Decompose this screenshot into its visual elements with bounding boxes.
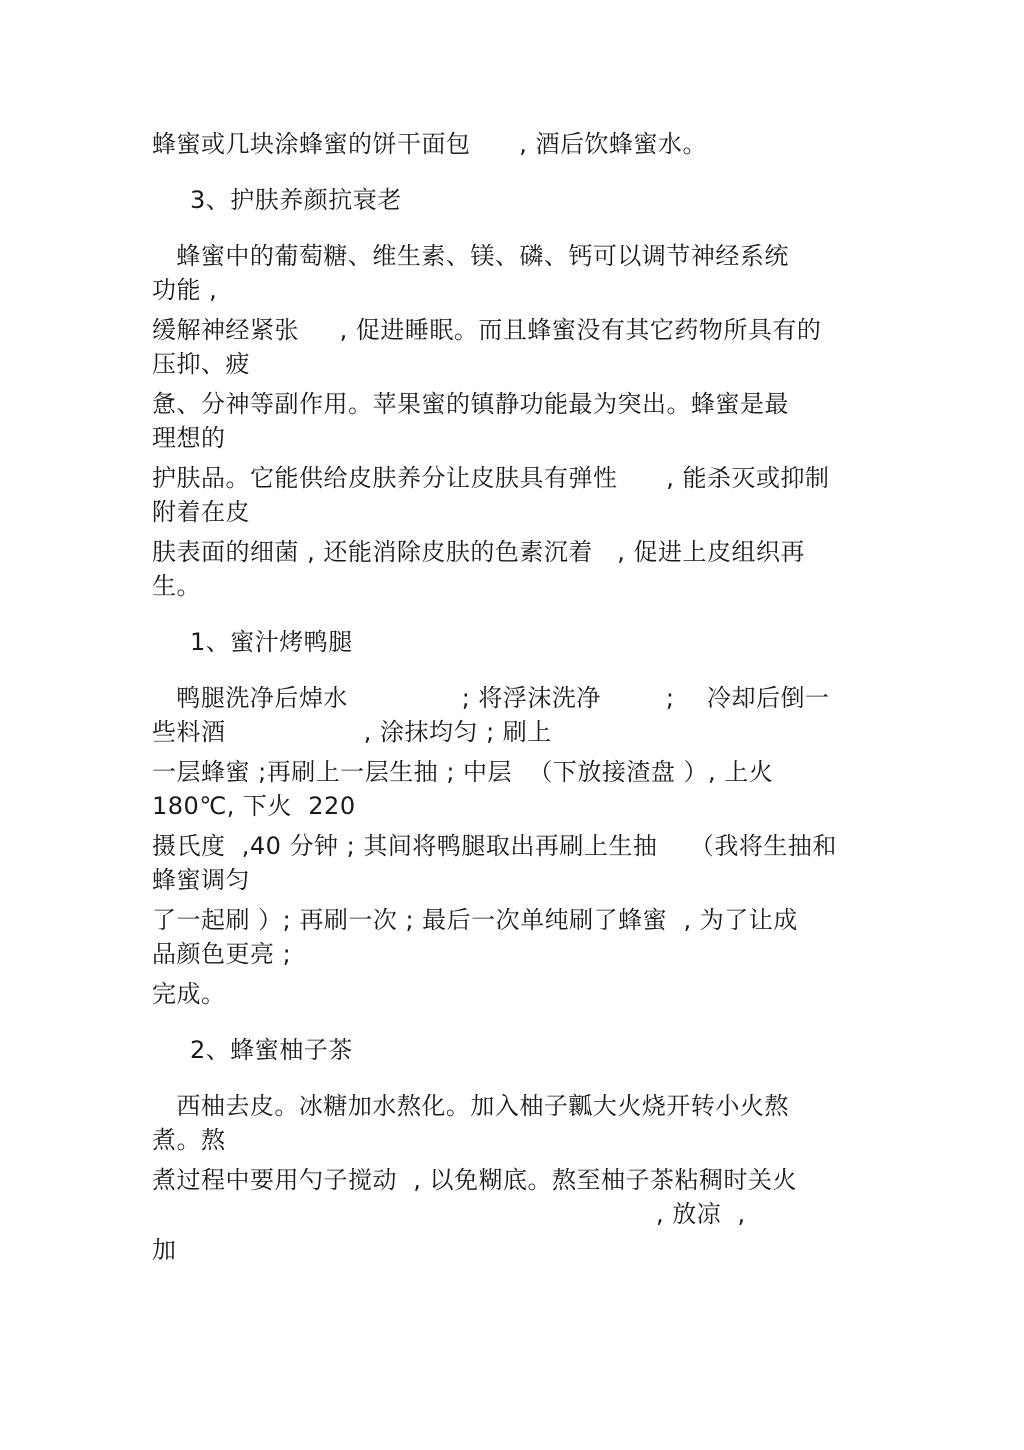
paragraph-line: 肤表面的细菌 , 还能消除皮肤的色素沉着 , 促进上皮组织再 [152,538,806,566]
text-line: 蜂蜜或几块涂蜂蜜的饼干面包 , 酒后饮蜂蜜水。 [152,130,708,158]
paragraph-line: 惫、分神等副作用。苹果蜜的镇静功能最为突出。蜂蜜是最 [152,390,789,418]
section-heading: 3、护肤养颜抗衰老 [190,186,402,214]
paragraph-line: 一层蜂蜜 ;再刷上一层生抽 ; 中层 （下放接渣盘 ）, 上火 [152,758,774,786]
paragraph-line: 品颜色更亮 ; [152,940,292,968]
paragraph-line: 煮。熬 [152,1126,226,1154]
paragraph-line: , 放凉 , [152,1200,746,1228]
paragraph-line: 些料酒 , 涂抹均匀 ; 刷上 [152,718,552,746]
paragraph-line: 180℃, 下火 220 [152,792,356,820]
paragraph-line: 完成。 [152,980,226,1008]
paragraph-line: 煮过程中要用勺子搅动 , 以免糊底。熬至柚子茶粘稠时关火 [152,1166,798,1194]
paragraph-line: 理想的 [152,424,226,452]
paragraph-line: 压抑、疲 [152,350,250,378]
paragraph-line: 生。 [152,572,201,600]
paragraph-line: 蜂蜜中的葡萄糖、维生素、镁、磷、钙可以调节神经系统 [152,242,789,270]
paragraph-line: 鸭腿洗净后焯水 ; 将浮沫洗净 ; 冷却后倒一 [152,684,830,712]
paragraph-line: 蜂蜜调匀 [152,866,250,894]
paragraph-line: 摄氏度 ,40 分钟 ; 其间将鸭腿取出再刷上生抽 （我将生抽和 [152,832,837,860]
section-heading: 1、蜜汁烤鸭腿 [190,628,353,656]
paragraph-line: 护肤品。它能供给皮肤养分让皮肤具有弹性 , 能杀灭或抑制 [152,464,830,492]
paragraph-line: 缓解神经紧张 , 促进睡眠。而且蜂蜜没有其它药物所具有的 [152,316,822,344]
section-heading: 2、蜂蜜柚子茶 [190,1036,353,1064]
paragraph-line: 加 [152,1236,177,1264]
paragraph-line: 西柚去皮。冰糖加水熬化。加入柚子瓤大火烧开转小火熬 [152,1092,789,1120]
paragraph-line: 附着在皮 [152,498,250,526]
paragraph-line: 功能 , [152,276,218,304]
paragraph-line: 了一起刷 ）; 再刷一次 ; 最后一次单纯刷了蜂蜜 , 为了让成 [152,906,798,934]
